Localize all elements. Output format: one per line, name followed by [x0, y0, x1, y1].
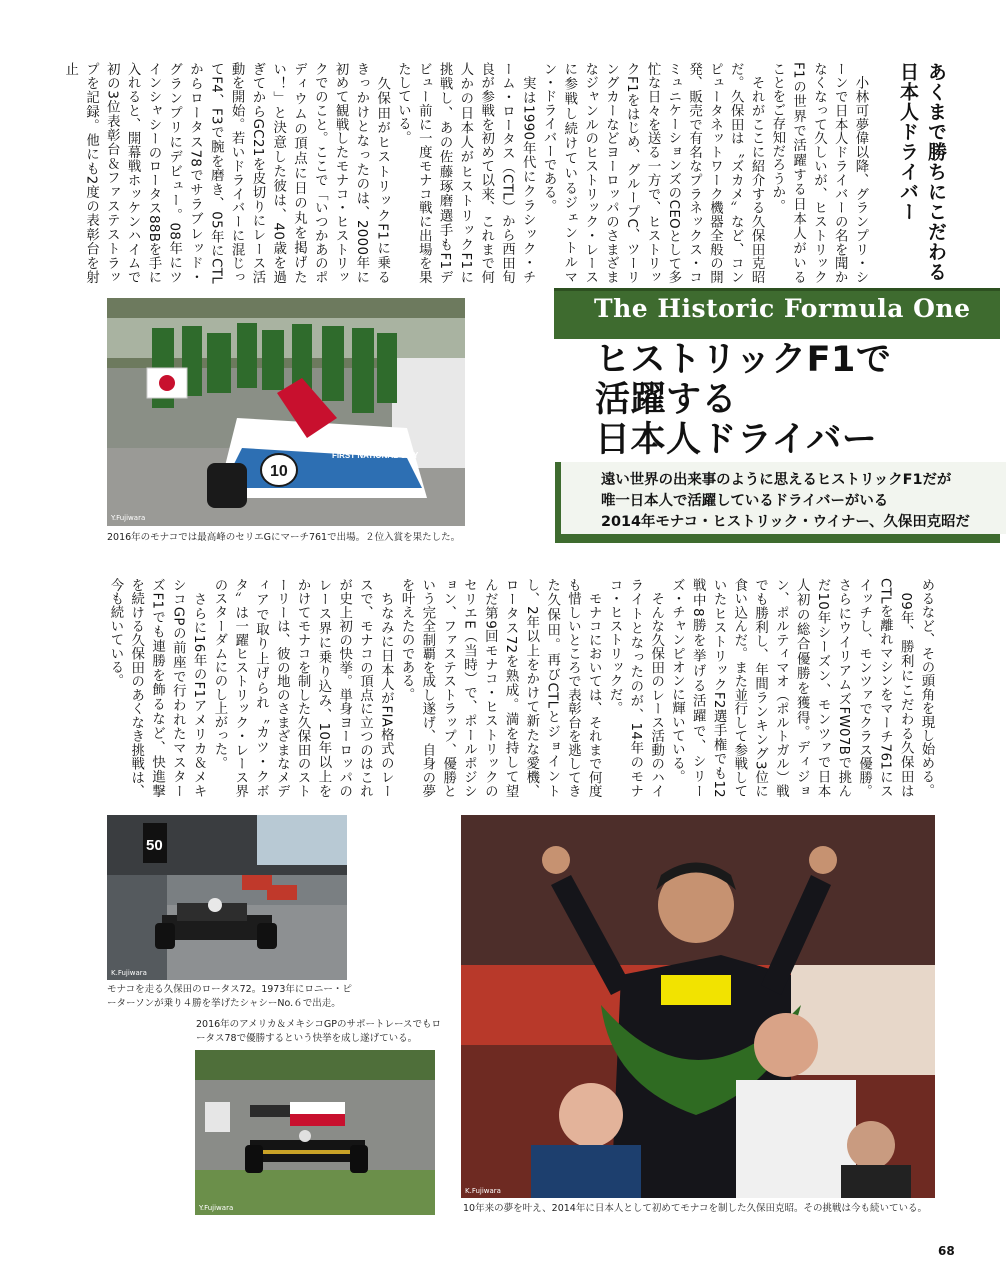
caption-podium: 10年来の夢を叶え、2014年に日本人として初めてモナコを制した久保田克昭。その挑戦は今も続いている。 — [463, 1203, 927, 1214]
photo-lotus78 — [195, 1050, 435, 1215]
photo-podium — [461, 815, 935, 1198]
caption-lotus78: 2016年のアメリカ＆メキシコGPのサポートレースでもロータス78で優勝するという快挙を成し遂げている。 — [196, 1019, 442, 1044]
photo-podium-image — [461, 815, 935, 1198]
lead-line-3: 2014年モナコ・ヒストリック・ウイナー、久保田克昭だ — [601, 514, 970, 530]
body-text-top: 小林可夢偉以降、グランプリ・シーンで日本人ドライバーの名を聞かなくなって久しいが、ヒストリックF1の世界で活躍する日本人がいることをご存知だろうか。 それがここに紹介する久保田克昭だ。久保田は〝ズカメ〟など、コンピュータネットワーク機器全般の開発、販売で有名なプラネックス・コミュニケーションズのCEOとして多忙な日々を送る一方で、ヒストリックF1をはじめ、グループC、ツーリングカーなどヨーロッパのさまざまなジャンルのヒストリック・レースに参戦し続けているジェントルマン・ドライバーである。 実は1990年代にクラシック・チーム・ロータス（CTL）から西田旬良が参戦を初めて以来、これまで何人かの日本人がヒストリックF1に挑戦し、あの佐藤琢磨選手もF1デビュー前に一度モナコ戦に出場を果たしている。 久保田がヒストリックF1に乗るきっかけとなったのは、2000年に初めて観戦したモナコ・ヒストリックでのこと。ここで「いつかあのポディウムの頂点に日の丸を掲げたい！」と決意した彼は、40歳を過ぎてからGC21を皮切りにレース活動を開始。若いドライバーに混じってF4、F3で腕を磨き、05年にCTLからロータス78でサラブレッド・グランプリにデビュー。08年にツインシャシーのロータス88Bを手に入れると、開幕戦ホッケンハイムで初の3位表彰台＆ファステストラップを記録。他にも2度の表彰台を射止 — [62, 62, 868, 284]
page-number: 68 — [938, 1244, 955, 1258]
banner-text: The Historic Formula One — [594, 294, 971, 323]
photo-credit: Y.Fujiwara — [111, 514, 146, 522]
headline: ヒストリックF1で 活躍する 日本人ドライバー — [595, 340, 892, 460]
car-number: 10 — [270, 463, 288, 480]
photo-monaco-team — [107, 298, 465, 526]
photo-lotus72 — [107, 815, 347, 980]
photo-lotus72-image — [107, 815, 347, 980]
photo-credit: K.Fujiwara — [111, 969, 147, 977]
body-text-middle: めるなど、その頭角を現し始める。 09年、勝利にこだわる久保田はCTLを離れマシンをマーチ761にスイッチし、モンツァでクラス優勝。さらにウイリアムズFW07Bで挑んだ10年シーズン、モンツァで日本人初の総合優勝を獲得。ディジョン、ポルティマオ（ポルトガル）戦でも勝利し、年間ランキング3位に食い込んだ。また並行して参戦していたヒストリックF2選手権でも12戦中8勝を挙げる活躍で、シリーズ・チャンピオンに輝いている。 そんな久保田のレース活動のハイライトとなったのが、14年のモナコ・ヒストリックだ。 モナコにおいては、それまで何度も惜しいところで表彰台を逃してきた久保田。再びCTLとジョイントし、2年以上をかけて新たな愛機、ロータス72を熟成。満を持して望んだ第9回モナコ・ヒストリックのセリエE（当時）で、ポールポジション、ファステストラップ、優勝という完全制覇を成し遂げ、自身の夢を叶えたのである。 ちなみに日本人がFIA格式のレースで、モナコの頂点に立つのはこれが史上初の快挙。単身ヨーロッパのレース界に乗り込み、10年以上をかけてモナコを制した久保田のストーリーは、彼の地のさまざまなメディアで取り上げられ〝カツ・クボタ〟は一躍ヒストリック・レース界のスターダムにのし上がった。 さらに16年のF1アメリカ＆メキシコGPの前座で行われたマスターズF1でも連勝を飾るなど、快進撃を続ける久保田のあくなき挑戦は、今も続いている。 — [107, 578, 934, 798]
photo-monaco-team-image — [107, 298, 465, 526]
distance-sign: 50 — [146, 837, 163, 854]
photo-credit: K.Fujiwara — [465, 1187, 501, 1195]
sidebar-heading: あくまで勝ちにこだわる日本人ドライバー — [897, 62, 947, 282]
lead-box — [555, 462, 1006, 534]
car-livery-text: FIRST NATIONAL CITY — [332, 451, 419, 460]
caption-monaco-team: 2016年のモナコでは最高峰のセリエGにマーチ761で出場。２位入賞を果たした。 — [107, 532, 461, 543]
photo-lotus78-image — [195, 1050, 435, 1215]
title-banner — [554, 288, 1000, 339]
caption-lotus72: モナコを走る久保田のロータス72。1973年にロニー・ピーターソンが乗り４勝を挙げたシャシーNo.６で出走。 — [107, 984, 352, 1009]
photo-credit: Y.Fujiwara — [199, 1204, 234, 1212]
lead-line-1: 遠い世界の出来事のように思えるヒストリックF1だが — [601, 472, 952, 488]
lead-line-2: 唯一日本人で活躍しているドライバーがいる — [601, 493, 889, 509]
lead-underline — [555, 534, 1000, 543]
